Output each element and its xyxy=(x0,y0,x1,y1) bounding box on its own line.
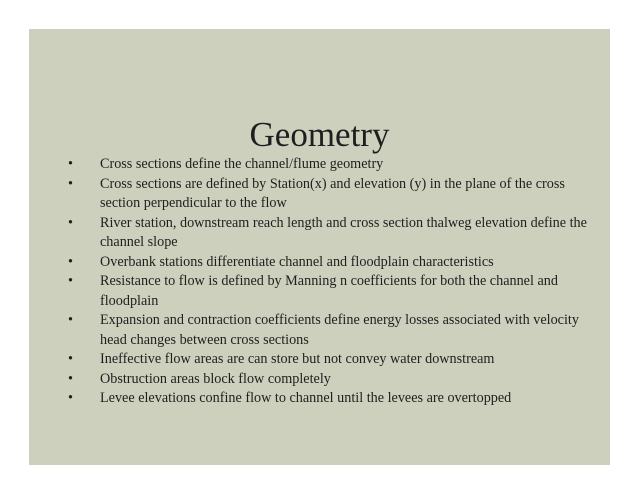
bullet-text: River station, downstream reach length and cross section thalweg elevation define the channel slope xyxy=(100,214,587,250)
bullet-text: Levee elevations confine flow to channel until the levees are overtopped xyxy=(100,390,512,406)
bullet-item xyxy=(68,214,588,253)
bullet-item xyxy=(68,389,588,409)
bullet-text: Cross sections define the channel/flume geometry xyxy=(100,156,384,172)
bullet-text: Resistance to flow is defined by Manning n coefficients for both the channel and floodplain xyxy=(100,273,558,309)
bullet-dot: • xyxy=(68,370,73,387)
bullet-item xyxy=(68,370,588,390)
bullet-text: Obstruction areas block flow completely xyxy=(100,370,331,387)
bullet-dot: • xyxy=(68,312,73,328)
bullet-text: Expansion and contraction coefficients define energy losses associated with velocity head changes between cross sections xyxy=(100,312,579,348)
bullet-dot: • xyxy=(68,390,73,406)
bullet-text: Ineffective flow areas are can store but not convey water downstream xyxy=(100,351,495,367)
bullet-dot: • xyxy=(68,175,73,192)
bullet-dot: • xyxy=(68,273,73,289)
bullet-dot: • xyxy=(68,156,73,172)
bullet-dot: • xyxy=(68,351,73,367)
slide xyxy=(29,29,610,465)
bullet-list xyxy=(68,155,588,409)
bullet-dot: • xyxy=(68,214,73,231)
bullet-dot: • xyxy=(68,253,73,270)
bullet-item xyxy=(68,155,588,175)
bullet-item xyxy=(68,272,588,311)
bullet-item xyxy=(68,175,588,214)
bullet-text: Overbank stations differentiate channel and floodplain characteristics xyxy=(100,253,494,270)
bullet-item xyxy=(68,350,588,370)
bullet-item xyxy=(68,253,588,273)
slide-title: Geometry xyxy=(249,115,390,154)
bullet-text: Cross sections are defined by Station(x) and elevation (y) in the plane of the cross section perpendicular to the flow xyxy=(100,175,565,211)
bullet-item xyxy=(68,311,588,350)
